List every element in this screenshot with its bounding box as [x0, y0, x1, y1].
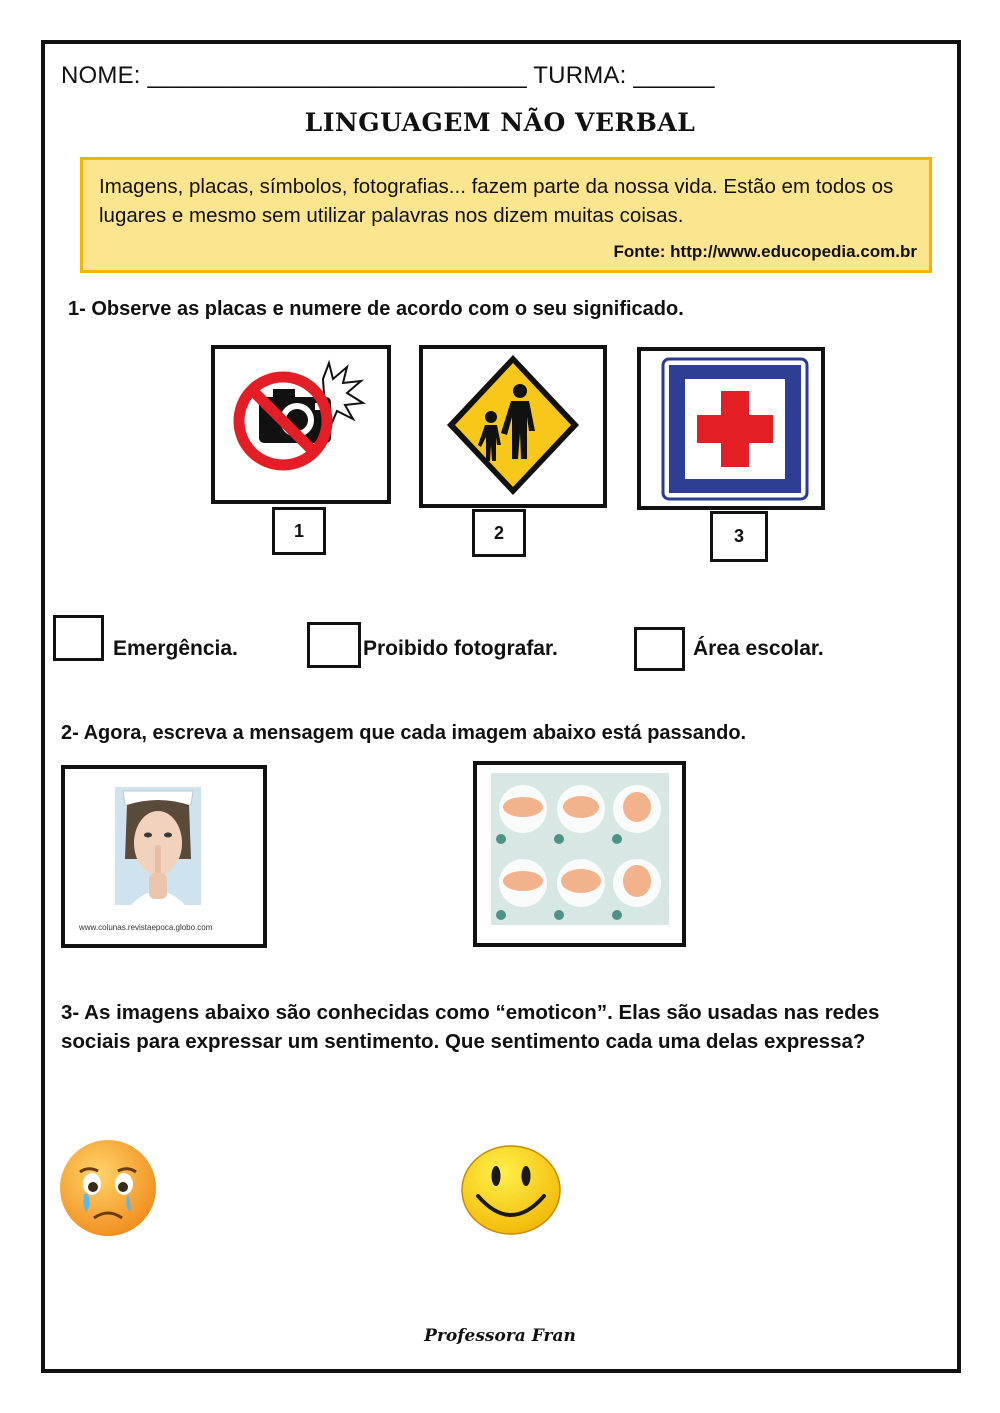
sign-number-1: 1: [272, 507, 326, 555]
no-photography-sign-icon: [215, 349, 387, 500]
school-crossing-sign-icon: [423, 349, 603, 504]
intro-text: Imagens, placas, símbolos, fotografias... fazem parte da nossa vida. Estão em todos os lugares e mesmo sem utilizar palavras nos dizem muitas coisas.: [99, 175, 894, 227]
sign-number-2: 2: [472, 509, 526, 557]
question-2-prompt: 2- Agora, escreva a mensagem que cada imagem abaixo está passando.: [61, 722, 747, 744]
image-card-handwashing: [473, 761, 686, 947]
crying-face-icon: [58, 1138, 158, 1238]
first-aid-cross-sign-icon: [641, 351, 821, 506]
checkbox-emergencia[interactable]: [53, 615, 104, 661]
question-3-prompt: 3- As imagens abaixo são conhecidas como “emoticon”. Elas são usadas nas redes sociais para expressar um sentimento. Que sentimento cada uma delas expressa?: [61, 1001, 880, 1053]
checkbox-proibido-fotografar[interactable]: [307, 622, 361, 668]
option-area-escolar: Área escolar.: [693, 637, 824, 660]
teacher-signature: Professora Fran: [424, 1326, 576, 1346]
option-proibido-fotografar: Proibido fotografar.: [363, 637, 558, 660]
sign-card-3: [637, 347, 825, 510]
option-emergencia: Emergência.: [113, 637, 238, 660]
checkbox-area-escolar[interactable]: [634, 627, 685, 671]
name-class-line: NOME: ____________________________ TURMA: ______: [61, 62, 715, 89]
image-card-silence: [61, 765, 267, 948]
sign-card-2: [419, 345, 607, 508]
sign-number-3: 3: [710, 511, 768, 562]
question-1-prompt: 1- Observe as placas e numere de acordo com o seu significado.: [68, 298, 684, 320]
nurse-silence-photo-icon: [65, 769, 263, 944]
smiling-face-icon: [460, 1144, 562, 1236]
sign-card-1: [211, 345, 391, 504]
hand-washing-steps-icon: [477, 765, 682, 943]
page-title: LINGUAGEM NÃO VERBAL: [304, 108, 696, 137]
image-credit: www.colunas.revistaepoca.globo.com: [79, 923, 213, 932]
intro-box: [80, 157, 932, 273]
intro-source: Fonte: http://www.educopedia.com.br: [613, 242, 917, 261]
